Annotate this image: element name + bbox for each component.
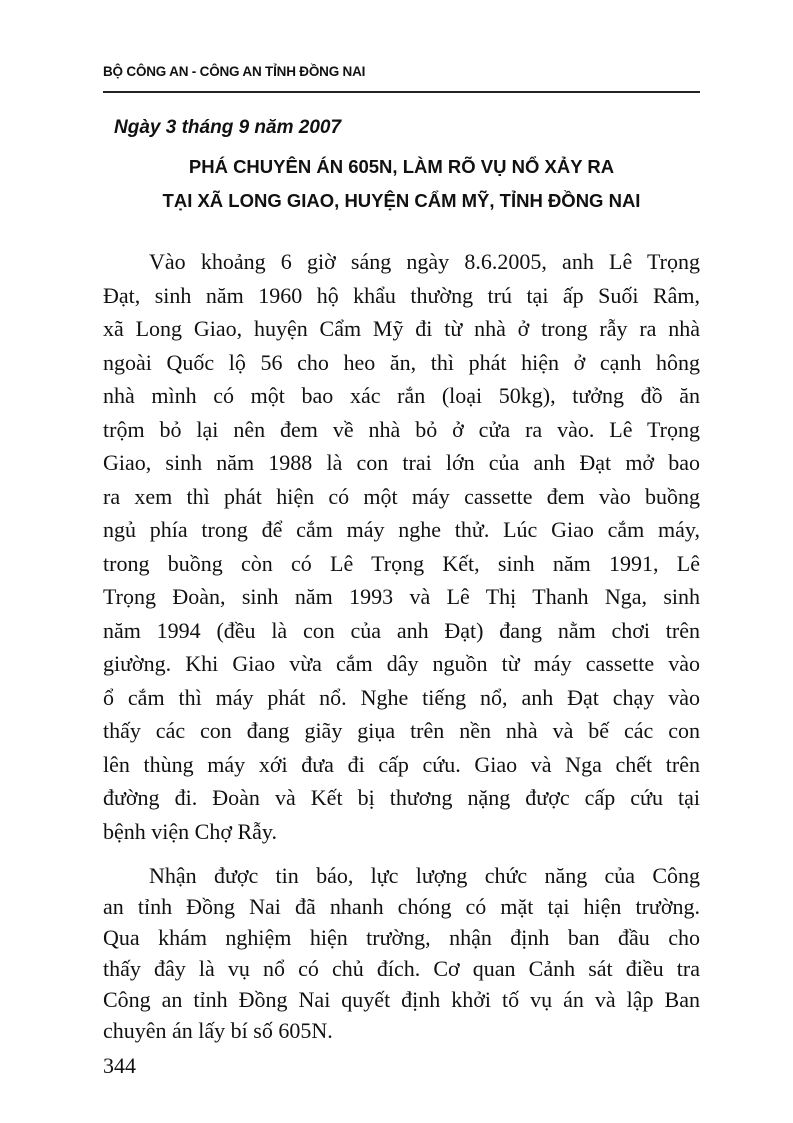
text-line: xã Long Giao, huyện Cẩm Mỹ đi từ nhà ở trong rẫy ra nhà: [103, 316, 700, 341]
text-line: ra xem thì phát hiện có một máy cassette đem vào buồng: [103, 483, 700, 509]
text-line: lên thùng máy xới đưa đi cấp cứu. Giao và Nga chết trên: [103, 751, 700, 777]
text-line: Nhận được tin báo, lực lượng chức năng của Công: [149, 863, 700, 888]
text-line: trộm bỏ lại nên đem về nhà bỏ ở cửa ra vào. Lê Trọng: [103, 416, 700, 442]
text-line: Vào khoảng 6 giờ sáng ngày 8.6.2005, anh Lê Trọng: [149, 249, 700, 274]
text-line: ổ cắm thì máy phát nổ. Nghe tiếng nổ, anh Đạt chạy vào: [103, 684, 700, 710]
text-line: ngủ phía trong để cắm máy nghe thử. Lúc Giao cắm máy,: [103, 517, 700, 542]
page-number: 344: [103, 1053, 136, 1078]
title-line: TẠI XÃ LONG GIAO, HUYỆN CẨM MỸ, TỈNH ĐỒNG NAI: [162, 190, 641, 211]
paragraph-1: [103, 245, 700, 848]
text-line: Qua khám nghiệm hiện trường, nhận định ban đầu cho: [103, 925, 700, 950]
text-line: nhà mình có một bao xác rắn (loại 50kg), tưởng đồ ăn: [103, 383, 700, 408]
running-header: BỘ CÔNG AN - CÔNG AN TỈNH ĐỒNG NAI: [103, 64, 366, 79]
text-line: thấy đây là vụ nổ có chủ đích. Cơ quan Cảnh sát điều tra: [103, 956, 700, 981]
text-line: đường đi. Đoàn và Kết bị thương nặng được cấp cứu tại: [103, 785, 700, 810]
text-line: Đạt, sinh năm 1960 hộ khẩu thường trú tại ấp Suối Râm,: [103, 282, 700, 308]
text-line: ngoài Quốc lộ 56 cho heo ăn, thì phát hiện ở cạnh hông: [103, 349, 700, 375]
header-rule: [103, 91, 700, 93]
text-line: an tỉnh Đồng Nai đã nhanh chóng có mặt tại hiện trường.: [103, 894, 700, 919]
text-line: thấy các con đang giãy giụa trên nền nhà và bế các con: [103, 718, 700, 743]
text-line: giường. Khi Giao vừa cắm dây nguồn từ máy cassette vào: [103, 651, 700, 676]
text-line: Giao, sinh năm 1988 là con trai lớn của anh Đạt mở bao: [103, 450, 700, 475]
text-line: năm 1994 (đều là con của anh Đạt) đang nằm chơi trên: [103, 617, 700, 643]
chapter-title: [103, 150, 700, 218]
paragraph-2: [103, 860, 700, 1046]
entry-date: Ngày 3 tháng 9 năm 2007: [114, 117, 342, 138]
text-line: bệnh viện Chợ Rẫy.: [103, 818, 277, 844]
title-line: PHÁ CHUYÊN ÁN 605N, LÀM RÕ VỤ NỔ XẢY RA: [188, 156, 615, 177]
text-line: chuyên án lấy bí số 605N.: [103, 1018, 333, 1043]
text-line: Trọng Đoàn, sinh năm 1993 và Lê Thị Thanh Nga, sinh: [103, 584, 700, 609]
body-text: [103, 245, 700, 1080]
text-line: trong buồng còn có Lê Trọng Kết, sinh năm 1991, Lê: [103, 550, 700, 576]
text-line: Công an tỉnh Đồng Nai quyết định khởi tố vụ án và lập Ban: [103, 987, 700, 1012]
